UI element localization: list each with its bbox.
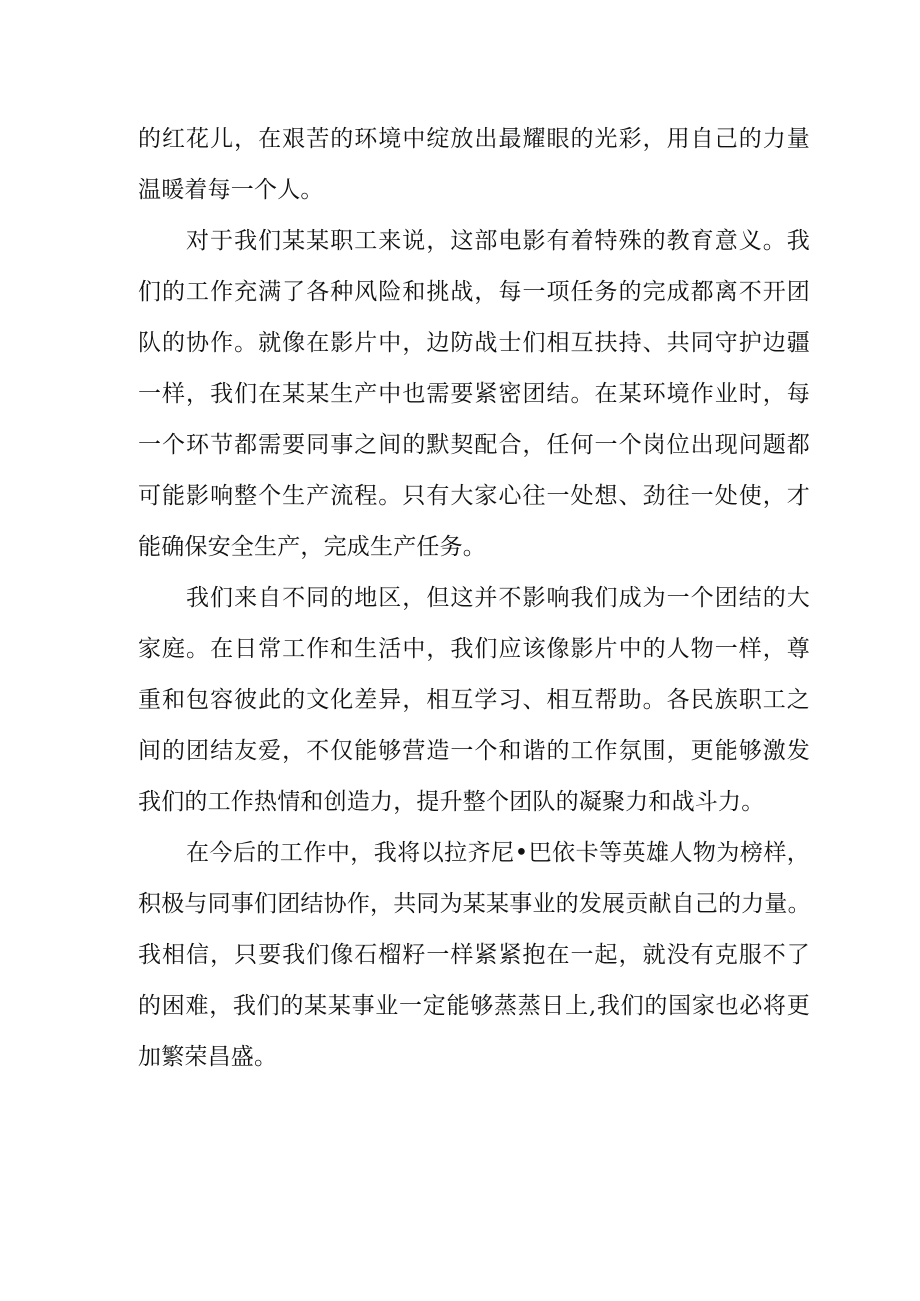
document-body bbox=[138, 114, 810, 1083]
text-line: 一个环节都需要同事之间的默契配合，任何一个岗位出现问题都 bbox=[138, 432, 810, 458]
text-line: 一样，我们在某某生产中也需要紧密团结。在某环境作业时，每 bbox=[138, 381, 810, 407]
text-line: 可能影响整个生产流程。只有大家心往一处想、劲往一处使，才 bbox=[138, 483, 810, 509]
paragraph-3 bbox=[138, 573, 810, 828]
text-line: 们的工作充满了各种风险和挑战，每一项任务的完成都离不开团 bbox=[138, 279, 810, 305]
text-line: 积极与同事们团结协作，共同为某某事业的发展贡献自己的力量。 bbox=[138, 891, 811, 917]
text-line: 我们的工作热情和创造力，提升整个团队的凝聚力和战斗力。 bbox=[138, 789, 765, 815]
paragraph-4 bbox=[138, 828, 810, 1083]
text-line: 在今后的工作中，我将以拉齐尼•巴依卡等英雄人物为榜样， bbox=[186, 840, 810, 866]
text-line: 能确保安全生产，完成生产任务。 bbox=[138, 534, 486, 560]
text-line: 加繁荣昌盛。 bbox=[138, 1044, 278, 1070]
text-line: 重和包容彼此的文化差异，相互学习、相互帮助。各民族职工之 bbox=[138, 687, 810, 713]
text-line: 我相信，只要我们像石榴籽一样紧紧抱在一起，就没有克服不了 bbox=[138, 942, 810, 968]
text-line: 对于我们某某职工来说，这部电影有着特殊的教育意义。我 bbox=[186, 228, 810, 254]
text-line: 家庭。在日常工作和生活中，我们应该像影片中的人物一样，尊 bbox=[138, 636, 810, 662]
paragraph-2 bbox=[138, 216, 810, 573]
paragraph-1 bbox=[138, 114, 810, 216]
text-line: 队的协作。就像在影片中，边防战士们相互扶持、共同守护边疆 bbox=[138, 330, 810, 356]
text-line: 间的团结友爱，不仅能够营造一个和谐的工作氛围，更能够激发 bbox=[138, 738, 810, 764]
text-line: 的红花儿，在艰苦的环境中绽放出最耀眼的光彩，用自己的力量 bbox=[138, 126, 810, 152]
text-line: 我们来自不同的地区，但这并不影响我们成为一个团结的大 bbox=[186, 585, 810, 611]
text-line: 温暖着每一个人。 bbox=[138, 177, 324, 203]
text-line: 的困难，我们的某某事业一定能够蒸蒸日上,我们的国家也必将更 bbox=[138, 993, 810, 1019]
